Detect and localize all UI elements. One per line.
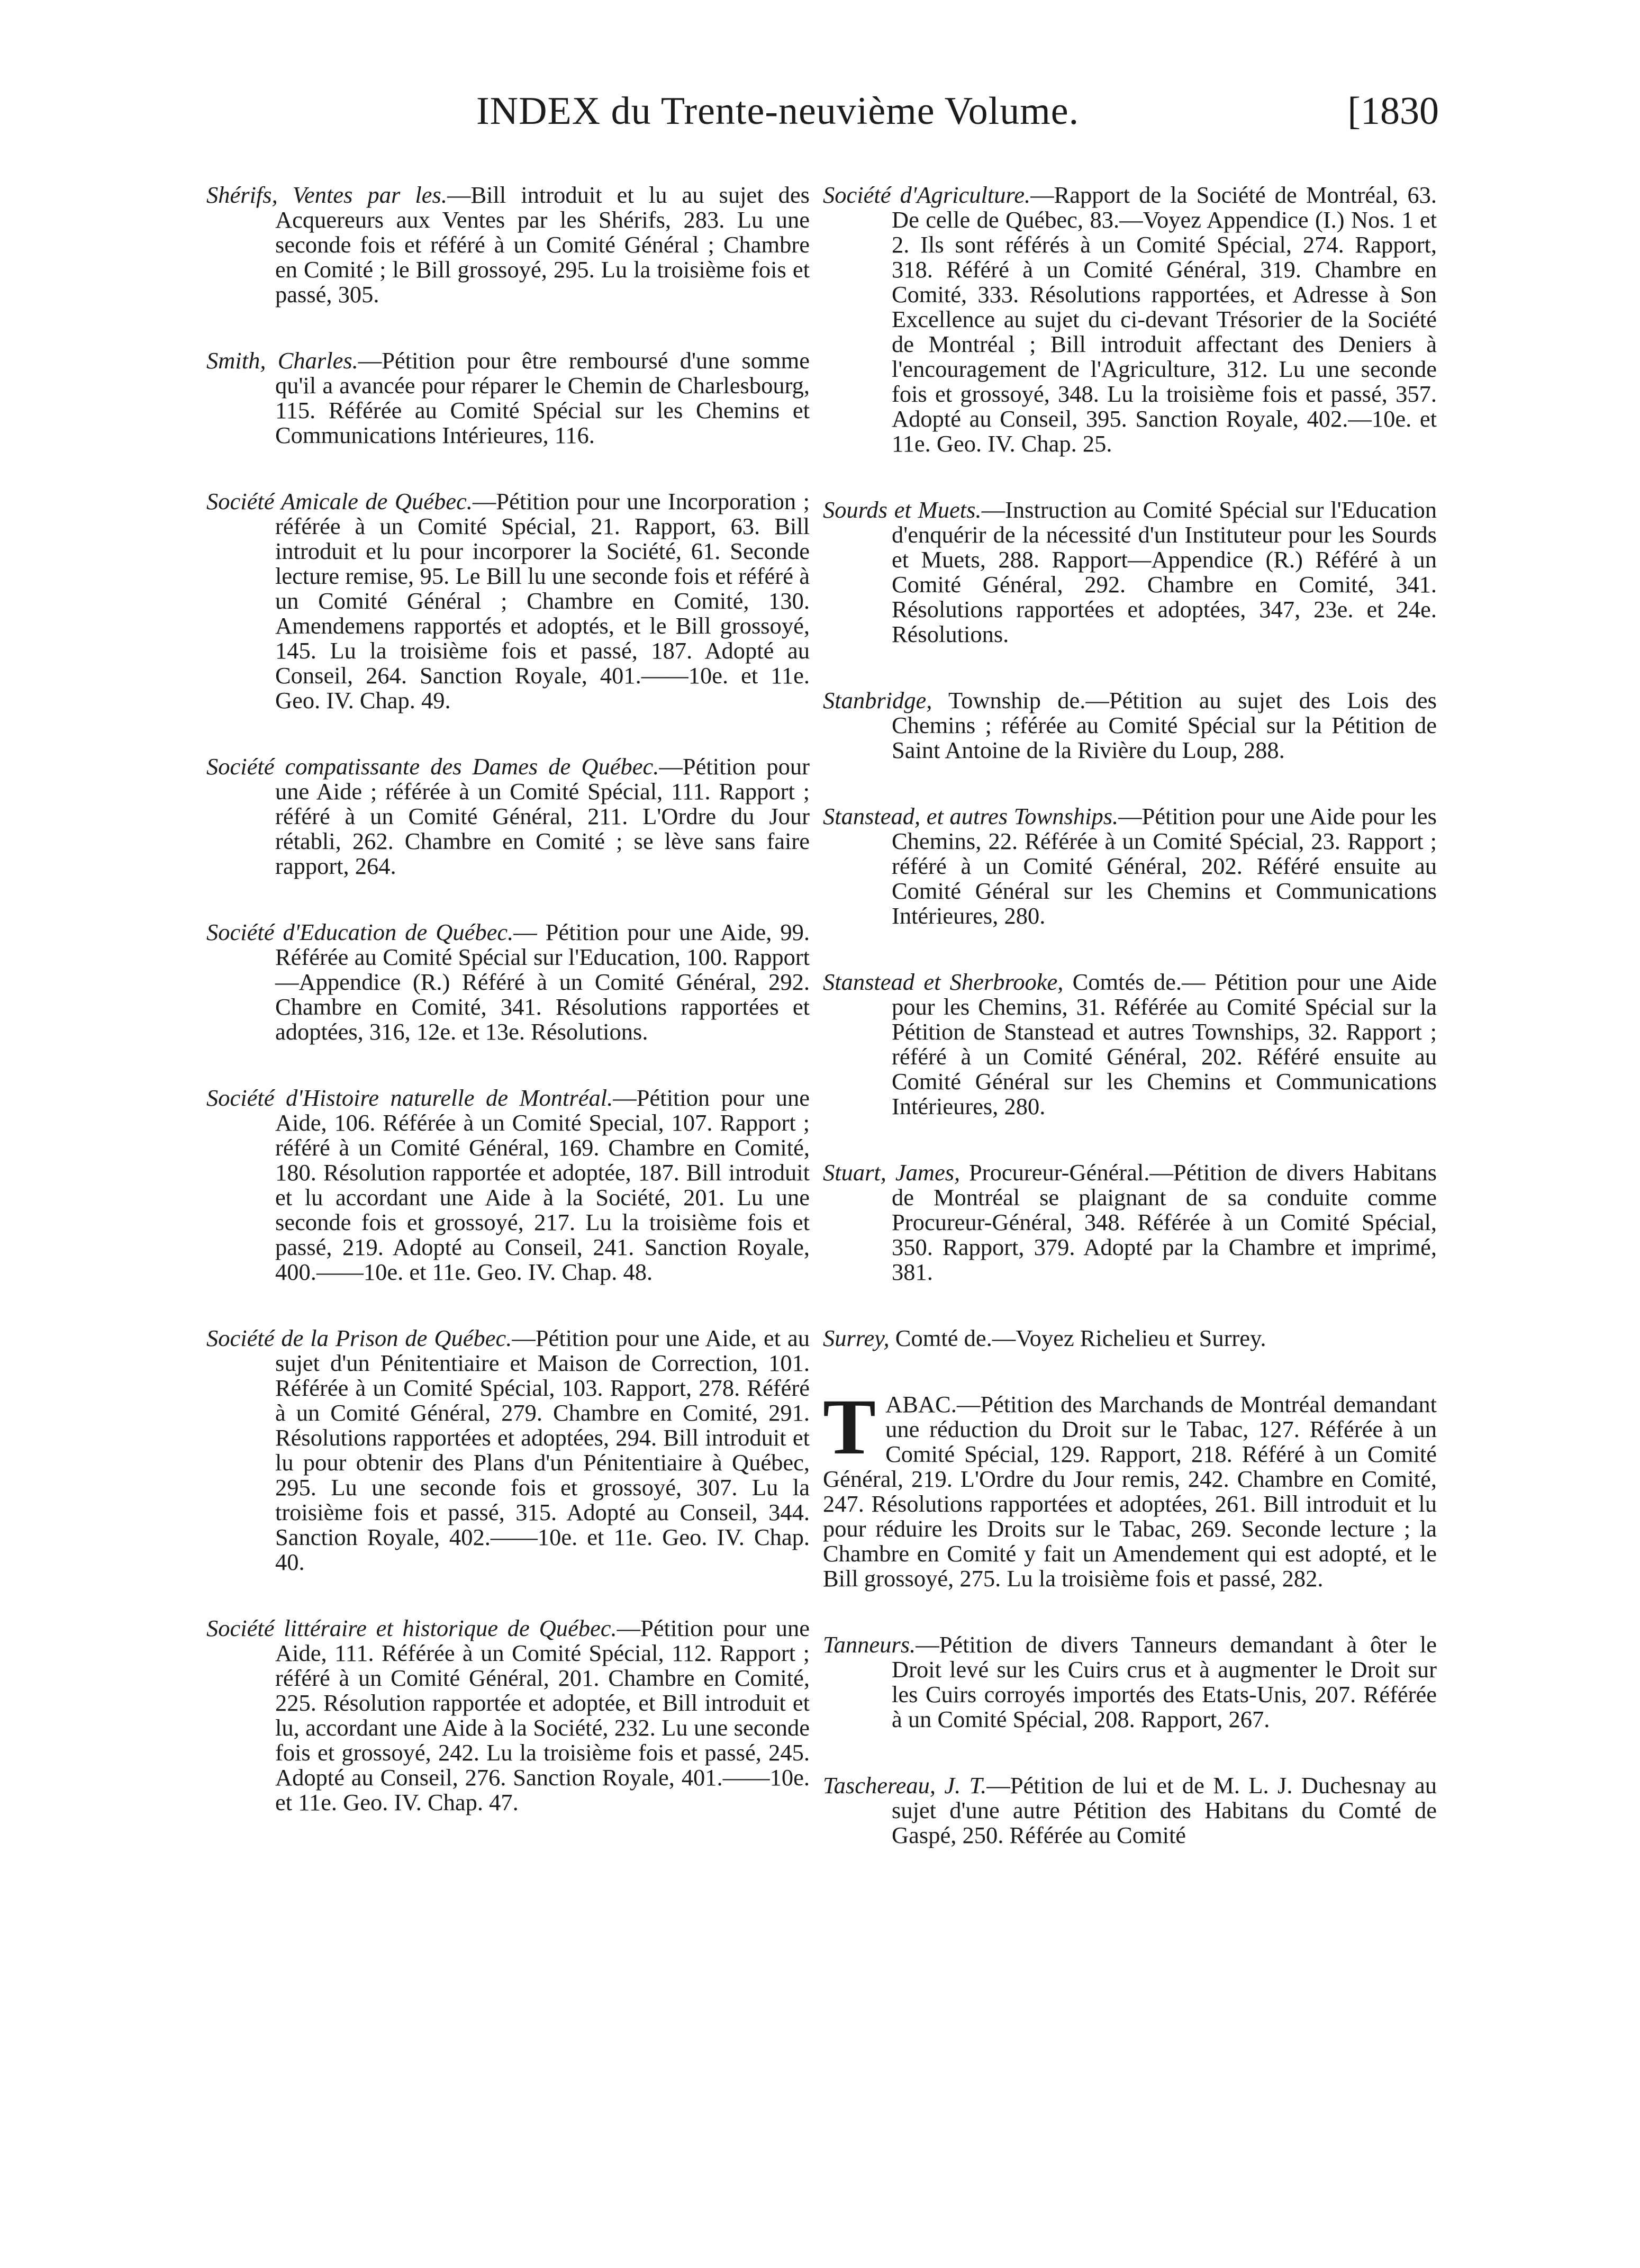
entry-text: —Pétition pour une Incorporation ; référée à un Comité Spécial, 21. Rapport, 63. Bill introduit et lu pour incorporer la Société, 61. Seconde lecture remise, 95. Le Bill lu une seconde fois et référé à un Comité Général ; Chambre en Comité, 130. Amendemens rapportés et adoptés, et le Bill grossoyé, 145. Lu la troisième fois et passé, 187. Adopté au Conseil, 264. Sanction Royale, 401.——10e. et 11e. Geo. IV. Chap. 49. (275, 488, 810, 713)
page-number: [1830 (1347, 89, 1439, 133)
entry-text: —Pétition de divers Tanneurs demandant à ôter le Droit levé sur les Cuirs crus et à augmenter le Droit sur les Cuirs corroyés importés des Etats-Unis, 207. Référée à un Comité Spécial, 208. Rapport, 267. (892, 1631, 1437, 1732)
entry-heading: Shérifs, Ventes par les. (206, 182, 447, 208)
entry-heading: Stuart, James, (823, 1159, 961, 1186)
entry-heading: Smith, Charles. (206, 347, 358, 374)
entry-text: —Pétition pour une Aide, 106. Référée à un Comité Special, 107. Rapport ; référé à un Comité Général, 169. Chambre en Comité, 180. Résolution rapportée et adoptée, 187. Bill introduit et lu accordant une Aide à la Société, 201. Lu une seconde fois et grossoyé, 217. Lu la troisième fois et passé, 219. Adopté au Conseil, 241. Sanction Royale, 400.——10e. et 11e. Geo. IV. Chap. 48. (275, 1085, 810, 1285)
index-entry (823, 498, 1437, 647)
entry-text: —Pétition pour une Aide, 111. Référée à un Comité Spécial, 112. Rapport ; référé à un Comité Général, 201. Chambre en Comité, 225. Résolution rapportée et adoptée, et Bill introduit et lu, accordant une Aide à la Société, 232. Lu une seconde fois et grossoyé, 242. Lu la troisième fois et passé, 245. Adopté au Conseil, 276. Sanction Royale, 401.——10e. et 11e. Geo. IV. Chap. 47. (275, 1615, 810, 1815)
entry-heading: Société compatissante des Dames de Québec. (206, 753, 659, 780)
index-entry (823, 183, 1437, 456)
entry-heading: Taschereau, J. T. (823, 1772, 987, 1799)
entry-text: —Pétition pour une Aide pour les Chemins, 22. Référée à un Comité Spécial, 23. Rapport ; référé à un Comité Général, 202. Référé ensuite au Comité Général sur les Chemins et Communications Intérieures, 280. (892, 803, 1437, 929)
entry-text: —Pétition pour être remboursé d'une somme qu'il a avancée pour réparer le Chemin de Charlesbourg, 115. Référée au Comité Spécial sur les Chemins et Communications Intérieures, 116. (275, 347, 810, 448)
entry-heading: Société littéraire et historique de Québec. (206, 1615, 617, 1641)
index-entry (206, 489, 810, 713)
index-entry (206, 1086, 810, 1285)
entry-text: —Instruction au Comité Spécial sur l'Education d'enquérir de la nécessité d'un Instituteur pour les Sourds et Muets, 288. Rapport—Appendice (R.) Référé à un Comité Général, 292. Chambre en Comité, 341. Résolutions rapportées et adoptées, 347, 23e. et 24e. Résolutions. (892, 496, 1437, 647)
index-entry (206, 1326, 810, 1575)
entry-text: —Bill introduit et lu au sujet des Acquereurs aux Ventes par les Shérifs, 283. Lu une seconde fois et référé à un Comité Général ; Chambre en Comité ; le Bill grossoyé, 295. Lu la troisième fois et passé, 305. (275, 182, 810, 308)
index-entry (823, 804, 1437, 928)
page-header (476, 89, 1439, 147)
index-entry (206, 1616, 810, 1815)
index-entry (823, 1326, 1437, 1351)
right-column (823, 183, 1437, 1889)
index-entry (206, 754, 810, 879)
entry-heading: Surrey, (823, 1325, 890, 1351)
index-entry (206, 183, 810, 307)
entry-heading: Stanstead et Sherbrooke, (823, 969, 1064, 995)
entry-text: —Pétition pour une Aide ; référée à un Comité Spécial, 111. Rapport ; référé à un Comité Général, 211. L'Ordre du Jour rétabli, 262. Chambre en Comité ; se lève sans faire rapport, 264. (275, 753, 810, 879)
index-entry (823, 1773, 1437, 1848)
entry-text: — Pétition pour une Aide, 99. Référée au Comité Spécial sur l'Education, 100. Rapport—Appendice (R.) Référé à un Comité Général, 292. Chambre en Comité, 341. Résolutions rapportées et adoptées, 316, 12e. et 13e. Résolutions. (275, 919, 810, 1045)
entry-text: Township de.—Pétition au sujet des Lois des Chemins ; référée au Comité Spécial sur la Pétition de Saint Antoine de la Rivière du Loup, 288. (892, 687, 1437, 763)
entry-text: Comtés de.— Pétition pour une Aide pour les Chemins, 31. Référée au Comité Spécial sur la Pétition de Stanstead et autres Townships, 32. Rapport ; référé à un Comité Général, 202. Référé ensuite au Comité Général sur les Chemins et Communications Intérieures, 280. (892, 969, 1437, 1119)
index-entry (206, 348, 810, 448)
entry-heading: Société Amicale de Québec. (206, 488, 473, 514)
entry-heading: Sourds et Muets. (823, 496, 982, 523)
index-entry (206, 920, 810, 1044)
index-entry-dropcap (823, 1383, 1437, 1592)
entry-text: Procureur-Général.—Pétition de divers Habitans de Montréal se plaignant de sa conduite comme Procureur-Général, 348. Référée à un Comité Spécial, 350. Rapport, 379. Adopté par la Chambre et imprimé, 381. (892, 1159, 1437, 1285)
entry-heading: Tanneurs. (823, 1631, 916, 1658)
index-entry (823, 1160, 1437, 1285)
left-column (206, 183, 810, 1856)
index-entry (823, 970, 1437, 1119)
entry-heading: Société d'Agriculture. (823, 182, 1031, 208)
entry-text: —Pétition de lui et de M. L. J. Duchesnay au sujet d'une autre Pétition des Habitans du Comté de Gaspé, 250. Référée au Comité (892, 1772, 1437, 1848)
entry-heading: Stanbridge, (823, 687, 932, 713)
index-entry (823, 688, 1437, 763)
entry-heading: Société d'Education de Québec. (206, 919, 514, 945)
entry-heading: Société de la Prison de Québec. (206, 1325, 512, 1351)
entry-text: Comté de.—Voyez Richelieu et Surrey. (889, 1325, 1266, 1351)
entry-heading: Stanstead, et autres Townships. (823, 803, 1119, 829)
index-entry (823, 1632, 1437, 1732)
entry-text: ABAC.—Pétition des Marchands de Montréal demandant une réduction du Droit sur le Tabac, 127. Référée à un Comité Spécial, 129. Rapport, 218. Référé à un Comité Général, 219. L'Ordre du Jour remis, 242. Chambre en Comité, 247. Résolutions rapportées et adoptées, 261. Bill introduit et lu pour réduire les Droits sur le Tabac, 269. Seconde lecture ; la Chambre en Comité y fait un Amendement qui est adopté, et le Bill grossoyé, 275. Lu la troisième fois et passé, 282. (823, 1391, 1437, 1592)
entry-text: —Rapport de la Société de Montréal, 63. De celle de Québec, 83.—Voyez Appendice (I.) Nos. 1 et 2. Ils sont référés à un Comité Spécial, 274. Rapport, 318. Référé à un Comité Général, 319. Chambre en Comité, 333. Résolutions rapportées, et Adresse à Son Excellence au sujet du ci-devant Trésorier de la Société de Montréal ; Bill introduit affectant des Deniers à l'encouragement de l'Agriculture, 312. Lu une seconde fois et grossoyé, 348. Lu la troisième fois et passé, 357. Adopté au Conseil, 395. Sanction Royale, 402.—10e. et 11e. Geo. IV. Chap. 25. (892, 182, 1437, 457)
page-title: INDEX du Trente-neuvième Volume. (476, 89, 1080, 133)
entry-heading: Société d'Histoire naturelle de Montréal. (206, 1085, 613, 1111)
entry-text: —Pétition pour une Aide, et au sujet d'un Pénitentiaire et Maison de Correction, 101. Référée à un Comité Spécial, 103. Rapport, 278. Référé à un Comité Général, 279. Chambre en Comité, 291. Résolutions rapportées et adoptées, 294. Bill introduit et lu pour obtenir des Plans d'un Pénitentiaire à Québec, 295. Lu une seconde fois et grossoyé, 307. Lu la troisième fois et passé, 315. Adopté au Conseil, 344. Sanction Royale, 402.——10e. et 11e. Geo. IV. Chap. 40. (275, 1325, 810, 1575)
drop-cap-letter: T (823, 1383, 876, 1471)
